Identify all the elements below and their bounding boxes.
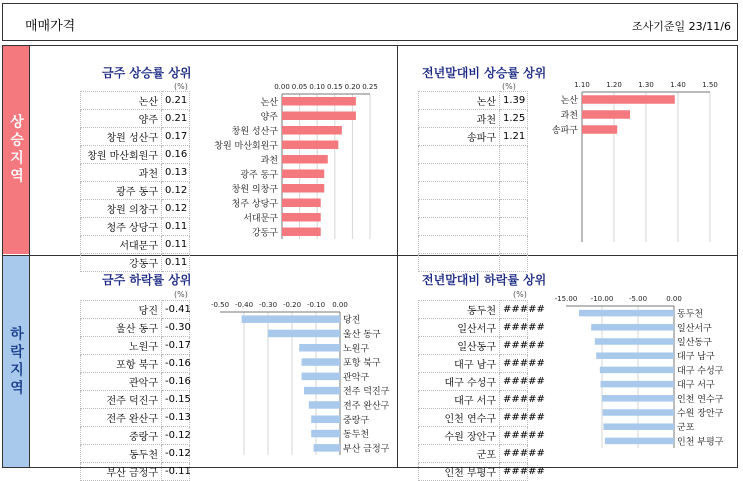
table-row — [419, 200, 528, 218]
category-label: 동두천 — [343, 430, 370, 441]
region-name-cell: 당진 — [81, 301, 162, 319]
unit-label: (%) — [174, 290, 188, 299]
table-row — [419, 355, 528, 373]
table-row — [419, 463, 528, 481]
category-label: 당진 — [343, 315, 361, 326]
unit-label: (%) — [502, 82, 516, 91]
rate-value-cell: ##### — [500, 427, 528, 445]
region-name-cell — [419, 218, 500, 236]
table-row — [419, 254, 528, 272]
category-label: 부산 금정구 — [343, 444, 390, 455]
bar — [605, 438, 674, 445]
bar — [603, 409, 674, 416]
bar — [582, 110, 630, 119]
category-label: 인천 연수구 — [677, 394, 724, 405]
rate-value-cell: -0.17 — [162, 337, 190, 355]
rate-value-cell: -0.13 — [162, 409, 190, 427]
table-row — [81, 337, 190, 355]
survey-date: 조사기준일 23/11/6 — [631, 20, 731, 33]
bar — [311, 430, 340, 438]
category-label: 양주 — [260, 112, 278, 123]
table-row — [81, 200, 190, 218]
region-name-cell: 부산 금정구 — [81, 463, 162, 481]
category-label: 서대문구 — [243, 213, 278, 224]
table-row — [419, 319, 528, 337]
rate-value-cell: -0.12 — [162, 427, 190, 445]
bar — [591, 324, 674, 331]
side-label-fall — [3, 256, 29, 467]
header-bar — [2, 3, 738, 41]
table-row — [81, 301, 190, 319]
region-name-cell — [419, 236, 500, 254]
region-name-cell: 창원 성산구 — [81, 128, 162, 146]
category-label: 창원 마산회원구 — [214, 141, 278, 152]
rate-value-cell — [500, 236, 528, 254]
category-label: 과천 — [560, 111, 578, 121]
table-row — [81, 319, 190, 337]
rate-value-cell: 0.12 — [162, 182, 190, 200]
category-label: 일산서구 — [677, 323, 712, 334]
category-label: 대구 남구 — [677, 352, 715, 363]
table-row — [81, 355, 190, 373]
x-tick-label: -0.50 — [210, 301, 230, 309]
table-row — [419, 373, 528, 391]
category-label: 논산 — [260, 97, 278, 108]
table-row — [81, 182, 190, 200]
table-row — [419, 182, 528, 200]
bar-chart-yearly-rise — [540, 76, 736, 248]
region-name-cell: 강동구 — [81, 254, 162, 272]
rate-value-cell: -0.11 — [162, 463, 190, 481]
category-label: 울산 동구 — [343, 329, 381, 340]
x-tick-label: 1.20 — [606, 81, 622, 89]
region-name-cell: 동두천 — [419, 301, 500, 319]
table-row — [419, 164, 528, 182]
table-row — [419, 110, 528, 128]
region-name-cell: 과천 — [419, 110, 500, 128]
rate-value-cell: -0.30 — [162, 319, 190, 337]
bar — [282, 97, 356, 106]
region-name-cell: 과천 — [81, 164, 162, 182]
bar — [311, 416, 340, 424]
bar — [582, 125, 617, 134]
table-row — [419, 427, 528, 445]
region-name-cell — [419, 200, 500, 218]
region-name-cell: 일산서구 — [419, 319, 500, 337]
bar — [282, 155, 328, 164]
rate-value-cell — [500, 146, 528, 164]
x-tick-label: 0.25 — [362, 83, 378, 91]
region-name-cell: 대구 남구 — [419, 355, 500, 373]
table-row — [81, 391, 190, 409]
x-tick-label: 1.40 — [670, 81, 686, 89]
category-label: 광주 동구 — [240, 170, 278, 181]
table-row — [81, 92, 190, 110]
table-row — [81, 373, 190, 391]
region-name-cell — [419, 164, 500, 182]
category-label: 일산동구 — [677, 338, 712, 348]
table-row — [419, 337, 528, 355]
x-tick-label: 1.10 — [574, 81, 590, 89]
region-name-cell: 관악구 — [81, 373, 162, 391]
x-tick-label: 0.00 — [274, 83, 290, 91]
rate-value-cell: -0.15 — [162, 391, 190, 409]
unit-label: (%) — [174, 82, 188, 91]
region-name-cell: 창원 마산회원구 — [81, 146, 162, 164]
table-row — [81, 463, 190, 481]
category-label: 전주 완산구 — [343, 401, 390, 412]
category-label: 군포 — [677, 423, 695, 434]
panel-title-weekly-fall: 금주 하락률 상위 — [102, 273, 192, 287]
x-tick-label: 1.50 — [702, 81, 718, 89]
divider — [29, 45, 30, 468]
region-name-cell: 광주 동구 — [81, 182, 162, 200]
bar-chart-weekly-rise — [198, 80, 382, 240]
region-name-cell: 노원구 — [81, 337, 162, 355]
x-tick-label: -15.00 — [554, 295, 578, 303]
category-label: 송파구 — [551, 126, 578, 136]
rate-value-cell: ##### — [500, 463, 528, 481]
region-name-cell — [419, 254, 500, 272]
region-name-cell: 인천 부평구 — [419, 463, 500, 481]
x-tick-label: 0.20 — [344, 83, 361, 91]
bar — [304, 387, 340, 395]
bar — [582, 95, 675, 104]
region-name-cell: 창원 의창구 — [81, 200, 162, 218]
table-row — [419, 236, 528, 254]
bar — [282, 126, 342, 135]
region-name-cell: 동두천 — [81, 445, 162, 463]
rate-value-cell — [500, 164, 528, 182]
bar-chart-weekly-fall — [200, 292, 396, 456]
bar — [302, 358, 340, 366]
x-tick-label: 0.05 — [291, 83, 308, 91]
panel-title-weekly-rise: 금주 상승률 상위 — [102, 66, 192, 80]
x-tick-label: 1.30 — [638, 81, 654, 89]
region-name-cell: 인천 연수구 — [419, 409, 500, 427]
region-name-cell: 전주 완산구 — [81, 409, 162, 427]
bar — [314, 444, 340, 452]
category-label: 강동구 — [251, 228, 278, 239]
table-row — [81, 110, 190, 128]
rate-value-cell: -0.16 — [162, 373, 190, 391]
x-tick-label: -0.30 — [258, 301, 278, 309]
category-label: 포항 북구 — [343, 358, 381, 369]
rate-value-cell: 0.21 — [162, 110, 190, 128]
value-table-yearly-rise — [418, 91, 528, 272]
bar — [302, 373, 340, 381]
bar — [242, 315, 340, 323]
region-name-cell: 포항 북구 — [81, 355, 162, 373]
bar — [282, 199, 321, 208]
bar — [579, 310, 674, 317]
category-label: 전주 덕진구 — [343, 387, 390, 398]
rate-value-cell: 0.17 — [162, 128, 190, 146]
bar — [602, 395, 674, 402]
region-name-cell: 논산 — [419, 92, 500, 110]
region-name-cell: 청주 상당구 — [81, 218, 162, 236]
region-name-cell: 양주 — [81, 110, 162, 128]
category-label: 노원구 — [343, 344, 370, 355]
x-tick-label: -5.00 — [628, 295, 648, 303]
side-label-rise — [3, 46, 29, 254]
rate-value-cell: ##### — [500, 337, 528, 355]
rate-value-cell: ##### — [500, 319, 528, 337]
category-label: 청주 상당구 — [231, 199, 278, 210]
bar — [309, 401, 340, 409]
table-row — [81, 254, 190, 272]
rate-value-cell: ##### — [500, 409, 528, 427]
value-table-yearly-fall — [418, 300, 545, 481]
table-row — [81, 128, 190, 146]
x-tick-label: -0.20 — [282, 301, 302, 309]
side-label-fall-text: 하락지역 — [8, 325, 24, 398]
category-label: 대구 수성구 — [677, 366, 724, 377]
region-name-cell: 대구 수성구 — [419, 373, 500, 391]
table-row — [419, 218, 528, 236]
bar — [282, 141, 338, 150]
rate-value-cell: -0.16 — [162, 355, 190, 373]
x-tick-label: -10.00 — [590, 295, 614, 303]
rate-value-cell: ##### — [500, 301, 528, 319]
bar — [603, 423, 674, 430]
x-tick-label: 0.15 — [327, 83, 343, 91]
rate-value-cell: 0.11 — [162, 254, 190, 272]
x-tick-label: -0.10 — [306, 301, 326, 309]
x-tick-label: 0.00 — [332, 301, 348, 309]
table-row — [81, 164, 190, 182]
category-label: 대구 서구 — [677, 380, 715, 391]
bar — [282, 213, 321, 222]
page-title: 매매가격 — [25, 19, 76, 34]
region-name-cell: 전주 덕진구 — [81, 391, 162, 409]
bar — [268, 330, 340, 338]
rate-value-cell: ##### — [500, 391, 528, 409]
rate-value-cell: 0.11 — [162, 218, 190, 236]
unit-label: (%) — [513, 290, 527, 299]
rate-value-cell: 1.21 — [500, 128, 528, 146]
table-row — [81, 445, 190, 463]
rate-value-cell: 0.11 — [162, 236, 190, 254]
region-name-cell — [419, 182, 500, 200]
category-label: 창원 의창구 — [231, 184, 278, 195]
region-name-cell: 송파구 — [419, 128, 500, 146]
category-label: 논산 — [560, 96, 578, 106]
region-name-cell: 중랑구 — [81, 427, 162, 445]
table-row — [81, 218, 190, 236]
x-tick-label: 0.00 — [666, 295, 682, 303]
table-row — [419, 146, 528, 164]
rate-value-cell: 1.25 — [500, 110, 528, 128]
x-tick-label: 0.10 — [309, 83, 325, 91]
region-name-cell: 울산 동구 — [81, 319, 162, 337]
bar — [600, 367, 674, 374]
table-row — [419, 301, 528, 319]
table-row — [81, 409, 190, 427]
rate-value-cell — [500, 254, 528, 272]
rate-value-cell: ##### — [500, 373, 528, 391]
rate-value-cell: 1.39 — [500, 92, 528, 110]
region-name-cell: 대구 서구 — [419, 391, 500, 409]
region-name-cell — [419, 146, 500, 164]
bar — [595, 338, 674, 345]
table-row — [81, 236, 190, 254]
bar — [596, 352, 674, 359]
category-label: 인천 부평구 — [677, 437, 724, 448]
table-row — [81, 427, 190, 445]
rate-value-cell: -0.41 — [162, 301, 190, 319]
region-name-cell: 서대문구 — [81, 236, 162, 254]
divider — [397, 45, 398, 468]
rate-value-cell: 0.16 — [162, 146, 190, 164]
table-row — [419, 409, 528, 427]
category-label: 수원 장안구 — [677, 409, 724, 419]
rate-value-cell: 0.21 — [162, 92, 190, 110]
value-table-weekly-rise — [80, 91, 190, 272]
rate-value-cell: -0.12 — [162, 445, 190, 463]
bar — [299, 344, 340, 352]
bar — [601, 381, 674, 388]
table-row — [419, 92, 528, 110]
bar — [282, 170, 324, 179]
rate-value-cell — [500, 218, 528, 236]
bar — [282, 184, 324, 193]
value-table-weekly-fall — [80, 300, 190, 481]
panel-title-yearly-rise: 전년말대비 상승률 상위 — [422, 66, 547, 80]
category-label: 과천 — [260, 155, 278, 166]
rate-value-cell: 0.13 — [162, 164, 190, 182]
bar-chart-yearly-fall — [540, 290, 736, 458]
table-row — [419, 391, 528, 409]
table-row — [419, 128, 528, 146]
table-row — [81, 146, 190, 164]
rate-value-cell: ##### — [500, 445, 528, 463]
region-name-cell: 논산 — [81, 92, 162, 110]
side-label-rise-text: 상승지역 — [8, 114, 24, 186]
region-name-cell: 군포 — [419, 445, 500, 463]
bar — [282, 112, 356, 121]
rate-value-cell — [500, 200, 528, 218]
category-label: 창원 성산구 — [231, 126, 278, 137]
panel-title-yearly-fall: 전년말대비 하락률 상위 — [422, 273, 547, 287]
region-name-cell: 수원 장안구 — [419, 427, 500, 445]
bar — [282, 228, 321, 237]
rate-value-cell — [500, 182, 528, 200]
region-name-cell: 일산동구 — [419, 337, 500, 355]
category-label: 중랑구 — [343, 415, 370, 426]
category-label: 관악구 — [343, 372, 370, 383]
category-label: 동두천 — [677, 309, 704, 320]
table-row — [419, 445, 528, 463]
rate-value-cell: ##### — [500, 355, 528, 373]
rate-value-cell: 0.12 — [162, 200, 190, 218]
x-tick-label: -0.40 — [234, 301, 254, 309]
